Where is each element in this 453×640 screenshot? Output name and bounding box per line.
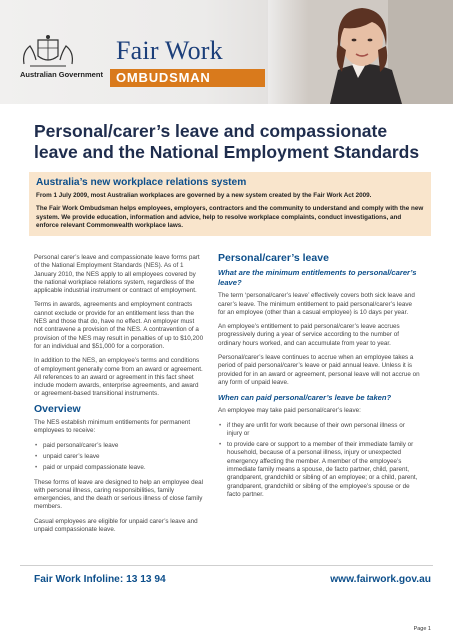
woman-photo-image (268, 0, 453, 104)
list-item: • to provide care or support to a member of their immediate family or household, because of a personal illness, injury or unexpected emergency affecting the member. A member of the employee’s immediate family means a spouse, de facto partner, child, parent, grandparent, grandchild or sibling of an employee; or a child, parent, grandparent, grandchild or sibling of the employee’s spouse or de facto partner. (227, 441, 420, 499)
list-item: • if they are unfit for work because of their own personal illness or injury or (227, 422, 420, 439)
leave-conditions-list (218, 422, 420, 500)
right-paragraph-4: An employee may take paid personal/carer’s leave: (218, 407, 361, 415)
overview-heading: Overview (34, 402, 81, 415)
intro-paragraph-1: From 1 July 2009, most Australian workplaces are governed by a new system created by the Fair Work Act 2009. (36, 192, 372, 199)
intro-heading: Australia’s new workplace relations system (36, 177, 247, 188)
left-paragraph-5: Casual employees are eligible for unpaid carer’s leave and unpaid compassionate leave. (34, 517, 198, 534)
left-column (34, 254, 204, 540)
overview-paragraph: The NES establish minimum entitlements for permanent employees to receive: (34, 419, 191, 435)
left-paragraph-1: Personal carer’s leave and compassionate leave forms part of the National Employment Standards (NES). As of 1 January 2010, the NES apply to all employees covered by the national workplace relations system, regardless of the applicable industrial instrument or contract of employment. (34, 254, 200, 295)
overview-list (34, 442, 204, 473)
page-number: Page 1 (413, 626, 431, 632)
website-link[interactable]: www.fairwork.gov.au (330, 574, 431, 585)
subheading-minimum-entitlements: What are the minimum entitlements to personal/carer’s leave? (218, 268, 417, 288)
personal-carers-leave-heading: Personal/carer’s leave (218, 252, 329, 264)
list-item: • paid personal/carer’s leave (43, 442, 204, 450)
header-banner (0, 0, 453, 104)
left-paragraph-4: These forms of leave are designed to help an employee deal with personal illness, caring responsibilities, family emergencies, and the death or serious illness of close family members. (34, 478, 204, 511)
intro-paragraph-2: The Fair Work Ombudsman helps employees, employers, contractors and the community to understand and comply with the new system. We provide education, information and advice, help to resolve workplace complaints, conduct investigations, and enforce relevant Commonwealth workplace laws. (36, 205, 424, 229)
fair-work-logo-title: Fair Work (116, 36, 223, 65)
list-item: • unpaid carer’s leave (43, 453, 204, 461)
list-item: • paid or unpaid compassionate leave. (43, 464, 204, 472)
government-name: Australian Government (20, 70, 103, 79)
fair-work-infoline: Fair Work Infoline: 13 13 94 (34, 574, 166, 585)
right-paragraph-2: An employee’s entitlement to paid personal/carer’s leave accrues progressively during a year of service according to the number of ordinary hours worked, and can accumulate from year to year. (218, 323, 400, 347)
right-paragraph-3: Personal/carer’s leave continues to accrue when an employee takes a period of paid personal/carer’s leave or paid annual leave. Unless it is provided for in an award or agreement, personal leave will not accrue on any form of unpaid leave. (218, 354, 420, 386)
left-paragraph-3: In addition to the NES, an employee’s terms and conditions of employment generally come from an award or agreement. All references to an award or agreement in this fact sheet include modern awards, enterprise agreements, and award or agreement-based transitional instruments. (34, 357, 203, 398)
right-column (218, 254, 420, 505)
intro-box (29, 172, 431, 236)
right-paragraph-1: The term ‘personal/carer’s leave’ effectively covers both sick leave and carer’s leave. The minimum entitlement to paid personal/carer’s leave for an employee (other than a casual employee) is 10 days per year. (218, 292, 415, 316)
footer-divider (20, 565, 433, 566)
subheading-when-can-leave-be-taken: When can paid personal/carer’s leave be taken? (218, 393, 392, 403)
ombudsman-label: OMBUDSMAN (110, 69, 265, 87)
page-title: Personal/carer’s leave and compassionate leave and the National Employment Standards (34, 121, 420, 162)
header-photo (268, 0, 453, 104)
coat-of-arms-icon (18, 34, 78, 75)
left-paragraph-2: Terms in awards, agreements and employment contracts cannot exclude or provide for an entitlement less than the NES and those that do, have no effect. An employer must not contravene a provision of the NES. A contravention of a provision of the NES may result in penalties of up to $10,200 for an individual and $51,000 for a corporation. (34, 301, 204, 350)
